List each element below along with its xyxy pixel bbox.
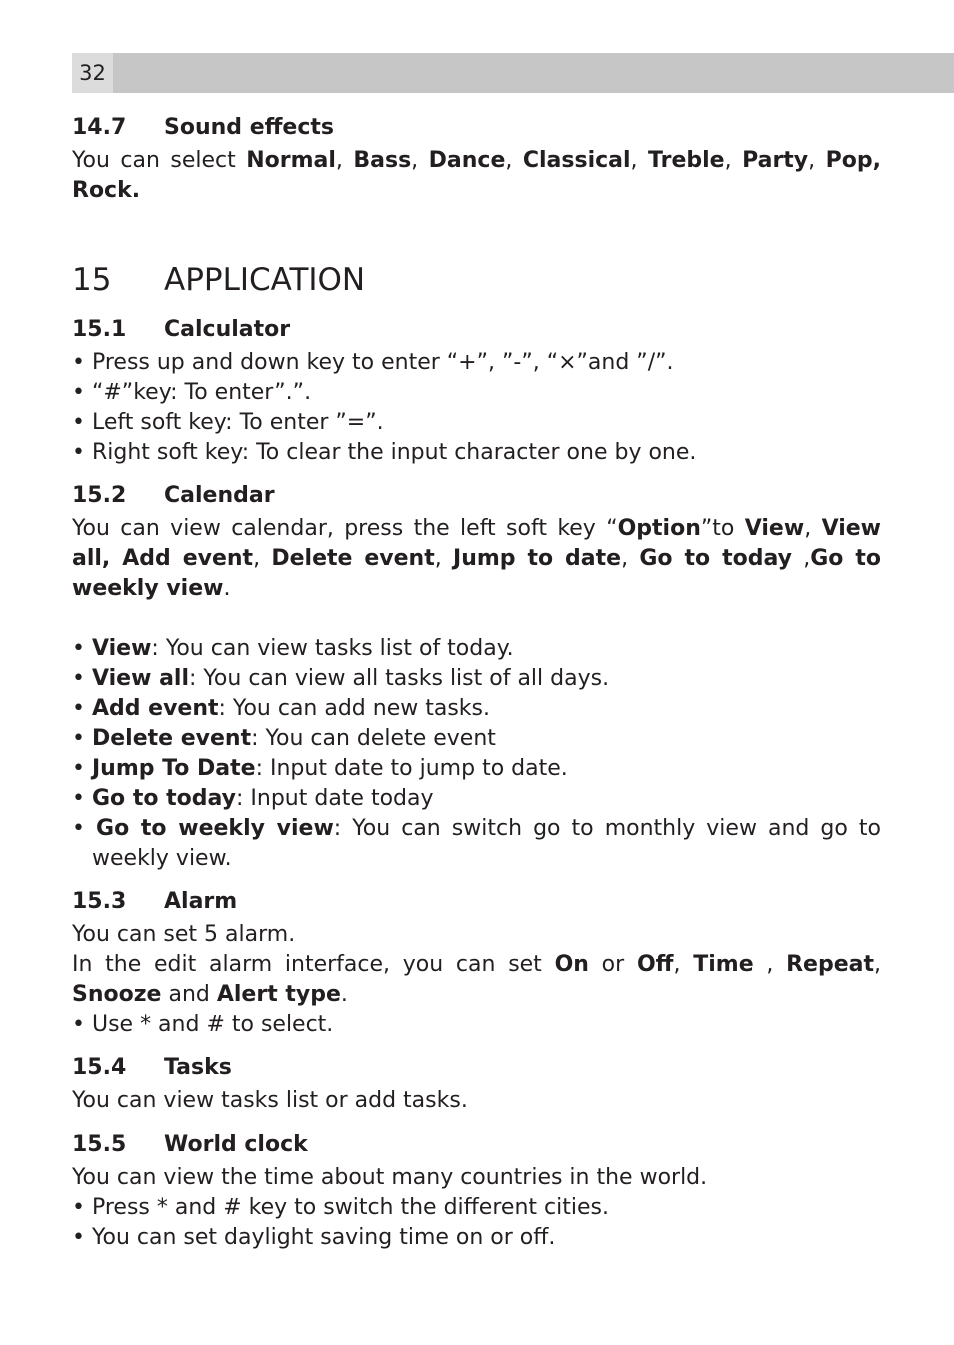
alarm-select-item: • Use * and # to select. [72,1012,334,1037]
section-heading-calendar: 15.2 Calendar [72,483,275,508]
world-clock-item: • Press * and # key to switch the different cities. [72,1195,609,1220]
bold-term: Party [742,148,809,173]
text-run: , [621,546,640,571]
calendar-item [72,694,881,724]
text-run: : You can add new tasks. [218,696,490,721]
calendar-item [72,784,881,814]
world-clock-item: • You can set daylight saving time on or off. [72,1225,556,1250]
section-heading-tasks: 15.4 Tasks [72,1055,232,1080]
text-run: : You can view tasks list of today. [151,636,514,661]
calculator-item: • Press up and down key to enter “+”, ”-”, “×”and ”/”. [72,350,674,375]
text-run: • [72,756,92,781]
bold-term: Delete event [271,546,435,571]
bold-term: Repeat [786,952,875,977]
bold-term: Go to weekly view [72,546,881,601]
text-run: , [874,952,882,977]
text-run: and [161,982,217,1007]
bold-term: On [554,952,589,977]
bold-term: Normal [246,148,336,173]
text-run: • [72,666,92,691]
calculator-item: • Right soft key: To clear the input character one by one. [72,440,697,465]
tasks-text: You can view tasks list or add tasks. [72,1088,468,1113]
section-heading-alarm: 15.3 Alarm [72,889,238,914]
bold-term: Go to today [91,786,236,811]
alarm-count-text: You can set 5 alarm. [72,922,296,947]
text-run: , [673,952,694,977]
calendar-item [72,634,881,664]
text-run: , [630,148,649,173]
text-run: or [588,952,637,977]
text-run: , [253,546,272,571]
calendar-item [72,664,881,694]
bold-term: View [91,636,152,661]
chapter-heading-application: 15 APPLICATION [72,262,366,298]
bold-term: Jump To Date [91,756,256,781]
text-run: You can select [72,148,247,173]
bold-term: Option [617,516,701,541]
text-run: • [72,816,97,841]
bold-term: Delete event [91,726,252,751]
text-run: , [505,148,523,173]
text-run: , [411,148,429,173]
text-run: ”to [700,516,745,541]
text-run: , [808,148,826,173]
bold-term: View all [91,666,189,691]
bold-term: Dance [428,148,506,173]
bold-term: Add event [91,696,219,721]
text-run: , [791,546,811,571]
calculator-item: • Left soft key: To enter ”=”. [72,410,384,435]
text-run: • [72,696,92,721]
text-run: : You can switch go to monthly view and go to weekly view. [92,816,881,871]
section-heading-world-clock: 15.5 World clock [72,1132,308,1157]
page-number: 32 [72,53,113,93]
bold-term: Classical [522,148,631,173]
bold-term: View all, Add event [72,516,881,571]
text-run: • [72,786,92,811]
text-run: : You can view all tasks list of all days. [189,666,610,691]
calendar-intro [72,514,881,604]
text-run: : Input date today [236,786,434,811]
bold-term: Time [693,952,754,977]
section-heading-sound-effects: 14.7 Sound effects [72,115,335,140]
text-run: • [72,726,92,751]
text-run: , [804,516,822,541]
bold-term: Go to today [639,546,792,571]
text-run: • [72,636,92,661]
text-run: , [335,148,354,173]
bold-term: Bass [353,148,412,173]
alarm-edit-text [72,950,881,1010]
text-run: , [753,952,787,977]
calendar-item [72,754,881,784]
text-run: You can view calendar, press the left soft key “ [72,516,618,541]
bold-term: Off [636,952,674,977]
text-run: In the edit alarm interface, you can set [72,952,555,977]
bold-term: View [744,516,805,541]
page-content [72,110,881,1253]
bold-term: Snooze [72,982,162,1007]
text-run: , [434,546,454,571]
bold-term: Treble [648,148,725,173]
text-run: , [724,148,743,173]
sound-effects-text [72,146,881,206]
section-heading-calculator: 15.1 Calculator [72,317,291,342]
text-run: . [340,982,348,1007]
calculator-item: • “#”key: To enter”.”. [72,380,312,405]
bold-term: Alert type [216,982,341,1007]
calendar-item [72,814,881,874]
page-header-bar [72,53,954,93]
bold-term: Jump to date [453,546,622,571]
text-run: : You can delete event [251,726,496,751]
world-clock-text: You can view the time about many countries in the world. [72,1165,708,1190]
bold-term: Pop, Rock. [72,148,881,203]
text-run: : Input date to jump to date. [255,756,568,781]
text-run: . [223,576,231,601]
calendar-item [72,724,881,754]
bold-term: Go to weekly view [96,816,334,841]
